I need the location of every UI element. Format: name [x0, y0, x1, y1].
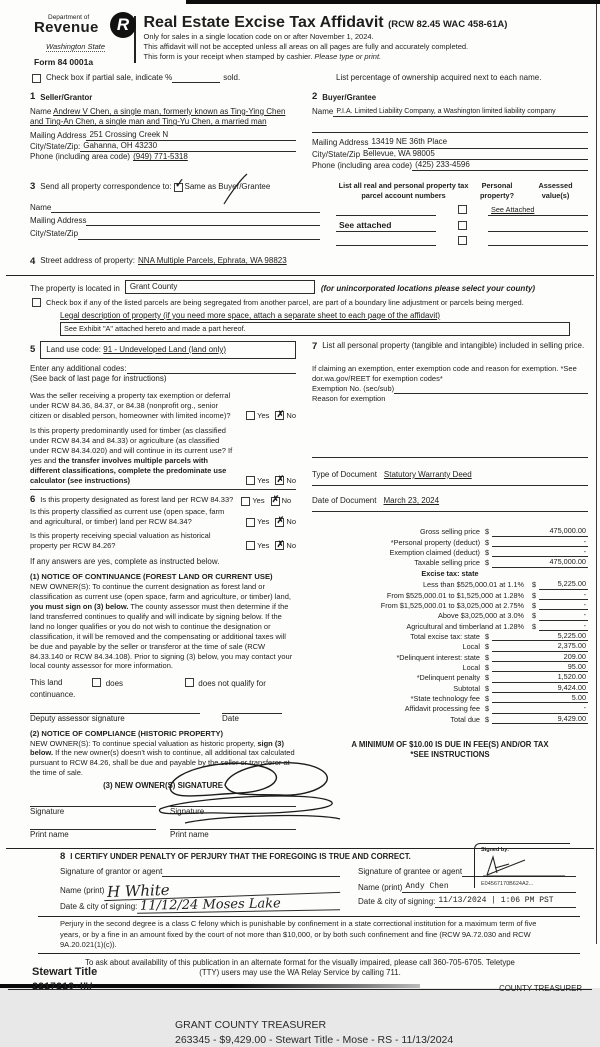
header-note-3 — [144, 52, 508, 62]
exemption-instruction: If claiming an exemption, enter exemption code and reason for exemption. *See dor.wa.gov/REET for exemption codes* — [312, 364, 577, 383]
x-mark-icon: ✗ — [276, 473, 285, 484]
notice-2-text-a: NEW OWNER(S): To continue special valuation as historic property, — [30, 738, 258, 748]
buyer-csz-label: City/State/Zip — [312, 149, 361, 159]
yes-label: Yes — [257, 410, 270, 420]
street-address-value[interactable]: NNA Multiple Parcels, Ephrata, WA 98823 — [138, 256, 287, 266]
excise-row: *Delinquent interest: state $ 209.00 — [396, 651, 586, 662]
excise-row: Exemption claimed (deduct) $ - — [389, 547, 586, 558]
grantor-signature-field[interactable] — [162, 867, 340, 877]
county-select[interactable]: Grant County — [125, 280, 315, 294]
correspondence-block — [30, 176, 320, 246]
document-type-value[interactable]: Statutory Warranty Deed — [383, 469, 472, 479]
personal-property-header: Personal property? — [479, 181, 515, 200]
parcel-table — [336, 181, 588, 246]
document-date-label: Date of Document — [312, 496, 377, 506]
tier1-tax-value[interactable]: 5,225.00 — [539, 579, 588, 589]
print-name-label-2: Print name — [170, 829, 209, 839]
local-tax-value[interactable]: 2,375.00 — [492, 641, 588, 651]
grantor-signature-label: Signature of grantor or agent — [60, 866, 163, 876]
alt-format-line-2: (TTY) users may use the WA Relay Service by calling 711. — [199, 968, 401, 978]
total-due-value[interactable]: 9,429.00 — [492, 714, 588, 724]
timber-yes-checkbox[interactable] — [246, 476, 255, 485]
subtotal-value[interactable]: 9,424.00 — [492, 683, 588, 693]
buyer-address-value[interactable]: 13419 NE 36th Place — [368, 137, 588, 148]
unincorporated-note: (for unincorporated locations please select your county) — [320, 283, 536, 293]
forest-yes-checkbox[interactable] — [241, 497, 250, 506]
seller-csz-label: City/State/Zip: — [30, 141, 81, 151]
property-located-row — [0, 280, 600, 294]
seller-phone-label: Phone (including area code) — [30, 152, 131, 162]
street-address-label: Street address of property: — [40, 256, 136, 266]
stewart-title-stamp: Stewart Title — [32, 965, 98, 978]
exempt-no-checkbox[interactable] — [275, 408, 285, 420]
delinquent-interest-state-value[interactable]: 209.00 — [492, 652, 588, 662]
additional-codes-label: Enter any additional codes: — [30, 364, 127, 374]
see-instructions-note: *SEE INSTRUCTIONS — [410, 750, 490, 760]
section-4-number: 4 — [30, 256, 36, 268]
treasurer-stamp-line-2: 263345 - $9,429.00 - Stewart Title - Mose - RS - 11/13/2024 — [175, 1033, 454, 1046]
grantee-name-label: Name (print) — [358, 882, 403, 892]
deputy-assessor-label: Deputy assessor signature — [30, 714, 125, 724]
section-2-number: 2 — [312, 91, 318, 103]
document-type-row — [312, 470, 588, 480]
exemption-question — [30, 391, 296, 421]
segregated-row — [0, 298, 600, 308]
excise-row: Local $ 2,375.00 — [462, 641, 586, 652]
personal-property-checkbox-3[interactable] — [458, 236, 467, 245]
exempt-yes-checkbox[interactable] — [246, 411, 255, 420]
seller-name-value[interactable]: Andrew V Chen, a single man, formerly known as Ting-Ying Chen and Ting-An Chen, a single man and Ting-Yu Chen, a married man — [30, 106, 286, 127]
buyer-name-label: Name — [312, 106, 334, 116]
correspondence-csz-field[interactable] — [78, 230, 320, 240]
header-note-3-italic: Please type or print. — [314, 52, 382, 62]
state-technology-fee-value[interactable]: 5.00 — [492, 693, 588, 703]
excise-row: From $1,525,000.01 to $3,025,000 at 2.75% $ - — [380, 600, 586, 611]
timber-question-bold: the transfer involves multiple parcels with different classifications, complete the predominate use calculator (see instructions) — [30, 456, 227, 485]
notice-1-text-b: The county assessor must then determine if the land transferred continues to qualify and will indicate by signing below. If the land no longer qualifies or you do not wish to continue the designation or classification, it will be removed and the compensating or additional taxes will be due and payable by the seller or transferor at the time of sale (RCW 84.33.140 or RCW 84.34.108). Prior to signing (3) below, you may contact your local county assessor for more information. — [30, 602, 293, 671]
forest-no-checkbox[interactable] — [271, 494, 280, 506]
currentuse-no-checkbox[interactable] — [275, 515, 285, 527]
personal-property-instruction: List all personal property (tangible and intangible) included in selling price. — [322, 340, 585, 350]
excise-row: Above $3,025,000 at 3.0% $ - — [437, 610, 586, 621]
if-yes-note: If any answers are yes, complete as instructed below. — [30, 556, 220, 566]
seller-csz-value[interactable]: Gahanna, OH 43230 — [80, 141, 296, 152]
dept-of-label: Department of — [48, 14, 90, 21]
affidavit-processing-fee-value[interactable]: - — [492, 703, 588, 713]
parcel-numbers-header: List all real and personal property tax parcel account numbers — [338, 181, 469, 200]
assessed-value-3[interactable] — [488, 236, 588, 246]
correspondence-address-field[interactable] — [86, 216, 320, 226]
notice-2-bold: sign (3) below. — [30, 738, 284, 758]
handwritten-check-icon: ✓ — [172, 176, 184, 191]
excise-row: Affidavit processing fee $ - — [404, 703, 586, 714]
partial-sale-sold-label: sold. — [223, 73, 241, 82]
no-label: No — [286, 410, 296, 420]
tier4-tax-value[interactable]: - — [539, 610, 588, 620]
county-treasurer-label: COUNTY TREASURER — [499, 983, 582, 993]
tier3-tax-value[interactable]: - — [539, 600, 588, 610]
form-title — [144, 14, 508, 32]
buyer-grantee-heading: Buyer/Grantee — [322, 92, 377, 102]
header-note-1: Only for sales in a single location code on or after November 1, 2024. — [143, 32, 374, 41]
excise-row: *Personal property (deduct) $ - — [390, 536, 586, 547]
land-use-code-value: 91 - Undeveloped Land (land only) — [103, 344, 226, 354]
delinquent-interest-local-value[interactable]: 95.00 — [492, 662, 588, 672]
yes-label: Yes — [257, 541, 270, 551]
street-address-section — [0, 256, 600, 268]
no-label: No — [281, 496, 292, 506]
no-label: No — [286, 541, 296, 551]
signature-label-1: Signature — [30, 807, 65, 817]
does-not-label: does not qualify for — [198, 679, 266, 689]
form-header — [0, 0, 600, 69]
correspondence-label: Send all property correspondence to: — [40, 182, 172, 192]
dor-logo — [34, 14, 130, 67]
partial-sale-percent-field[interactable] — [172, 82, 220, 83]
perjury-text: Perjury in the second degree is a class C felony which is punishable by confinement in a state correctional institution for a maximum term of five years, or by a fine in an amount fixed by the court of not more than $10,000, or by both such confinement and fine (RCW 9A.72.030 and RCW 9A.20.021(1)(c)). — [60, 919, 537, 950]
seller-name-label: Name — [30, 106, 52, 116]
parcel-number-field-2[interactable]: See attached — [336, 220, 436, 232]
timber-no-checkbox[interactable] — [275, 473, 285, 485]
buyer-address-label: Mailing Address — [312, 138, 369, 148]
excise-row: Less than $525,000.01 at 1.1% $ 5,225.00 — [422, 579, 586, 590]
delinquent-penalty-value[interactable]: 1,520.00 — [492, 672, 588, 682]
grantee-signature-icon — [481, 854, 567, 878]
section-divider-line — [6, 275, 594, 276]
segregated-checkbox[interactable] — [32, 298, 41, 307]
grantee-signature-label: Signature of grantee or agent — [358, 866, 463, 876]
document-type-overflow-line — [312, 484, 588, 486]
grantee-date-value[interactable]: 11/13/2024 | 1:06 PM PST — [435, 896, 576, 907]
seller-grantor-heading: Seller/Grantor — [40, 92, 93, 102]
legal-description-block — [0, 311, 600, 336]
middle-right-column — [312, 364, 588, 840]
personal-property-deduct-value[interactable]: - — [492, 537, 588, 547]
parcel-number-field-1[interactable] — [336, 206, 436, 216]
exemption-claimed-value[interactable]: - — [492, 547, 588, 557]
partial-sale-checkbox[interactable] — [32, 74, 41, 83]
new-owner-signature-title: (3) NEW OWNER(S) SIGNATURE — [103, 781, 223, 791]
historic-question: Is this property receiving special valuation as historical property per RCW 84.26? — [30, 531, 211, 551]
middle-left-column — [30, 364, 296, 840]
timber-question-text: Is this property predominantly used for timber (as classified under RCW 84.34 and 84.33) or agriculture (as classified under RCW 84.34.020) and will continue in its current use? If yes and — [30, 426, 233, 466]
treasurer-stamp — [175, 1018, 600, 1046]
forest-land-question: Is this property designated as forest land per RCW 84.33? — [40, 494, 234, 504]
current-use-question: Is this property classified as current use (open space, farm and agricultural, or timber) land per RCW 84.34? — [30, 507, 225, 527]
personal-property-checkbox-1[interactable] — [458, 205, 467, 214]
x-mark-icon: ✗ — [276, 538, 285, 549]
excise-row: From $525,000.01 to $1,525,000 at 1.28% $ - — [386, 589, 586, 600]
same-as-buyer-label: Same as Buyer/Grantee — [184, 182, 271, 192]
excise-tax-table — [312, 526, 588, 724]
ownership-percentage-note: List percentage of ownership acquired next to each name. — [336, 73, 542, 82]
notice-2-title: (2) NOTICE OF COMPLIANCE (HISTORIC PROPERTY) — [30, 728, 224, 738]
docusign-id: E04567170B624A2... — [481, 881, 534, 888]
exemption-reason-label: Reason for exemption — [312, 393, 386, 403]
parcel-number-field-3[interactable] — [336, 236, 436, 246]
signed-by-label: Signed by: — [481, 846, 510, 853]
file-number-stamp: 2217216-HW — [32, 981, 93, 993]
owner-signature-row — [30, 805, 296, 817]
landuse-personalprop-row — [0, 341, 600, 359]
deputy-date-label: Date — [222, 714, 239, 724]
legal-description-value[interactable]: See Exhibit "A" attached hereto and made a part hereof. — [60, 322, 570, 335]
parcel-row-2 — [336, 220, 588, 232]
seller-address-value[interactable]: 251 Crossing Creek N — [86, 130, 296, 141]
signature-label-2: Signature — [170, 807, 205, 817]
notice-1-text-a: NEW OWNER(S): To continue the current designation as forest land or classification as current use (open space, farm and agriculture, or timber) land, — [30, 582, 291, 602]
seller-address-label: Mailing Address — [30, 130, 87, 140]
notice-1-bold: you must sign on (3) below. — [30, 602, 129, 612]
parcel-row-3 — [336, 236, 588, 246]
exemption-reason-field[interactable] — [312, 456, 588, 458]
notice-1-title: (1) NOTICE OF CONTINUANCE (FOREST LAND OR CURRENT USE) — [30, 572, 273, 582]
middle-band — [0, 364, 600, 840]
section-6-number: 6 — [30, 493, 36, 505]
alt-format-line-1: To ask about availability of this publication in an alternate format for the visually impaired, please call 360-705-6705. Teletype — [85, 957, 515, 967]
minimum-fee-note: A MINIMUM OF $10.00 IS DUE IN FEE(S) AND/OR TAX — [351, 740, 549, 750]
additional-codes-field[interactable] — [127, 364, 296, 374]
does-not-checkbox[interactable] — [185, 678, 194, 687]
section-3-number: 3 — [30, 181, 36, 193]
x-mark-icon: ✗ — [276, 408, 285, 419]
x-mark-icon: ✗ — [276, 515, 285, 526]
excise-row: *Delinquent penalty $ 1,520.00 — [416, 672, 586, 683]
certify-section — [0, 846, 600, 915]
located-in-label: The property is located in — [30, 283, 120, 293]
revenue-label: Revenue — [34, 19, 99, 36]
parties-section — [0, 91, 600, 171]
deputy-assessor-row — [30, 712, 296, 724]
legal-description-label: Legal description of property (if you need more space, attach a separate sheet to each page of the affidavit) — [60, 310, 441, 320]
correspondence-name-label: Name — [30, 202, 52, 212]
buyer-phone-value[interactable]: (425) 233-4596 — [412, 160, 588, 171]
scan-artifact-top-bar — [186, 0, 600, 4]
partial-sale-row — [0, 73, 600, 83]
grantee-name-value[interactable]: Andy Chen — [402, 882, 576, 893]
seller-phone-value[interactable]: (949) 771-5318 — [133, 152, 188, 162]
grantor-date-value[interactable]: 11/12/24 Moses Lake — [137, 898, 340, 914]
taxable-selling-price-value[interactable]: 475,000.00 — [492, 557, 588, 567]
print-name-label-1: Print name — [30, 829, 69, 839]
land-use-code-box[interactable] — [40, 341, 296, 359]
grantor-name-label: Name (print) — [60, 886, 105, 895]
exemption-question-text: Was the seller receiving a property tax exemption or deferral under RCW 84.36, 84.37, or 84.38 (nonprofit org., senior citizen or disabled person, homeowner with limited income)? — [30, 390, 231, 420]
section-6-block — [30, 494, 296, 551]
excise-tax-state-subheader: Excise tax: state — [421, 568, 479, 578]
form-title-rcw: (RCW 82.45 WAC 458-61A) — [388, 19, 508, 30]
x-mark-icon: ✗ — [271, 494, 280, 505]
yes-label: Yes — [257, 517, 270, 527]
grantor-signature-block — [60, 867, 340, 913]
correspondence-csz-label: City/State/Zip — [30, 229, 79, 239]
segregated-label: Check box if any of the listed parcels are being segregated from another parcel, are part of a boundary line adjustment or parcels being merged. — [46, 298, 524, 308]
correspondence-name-field[interactable] — [51, 203, 320, 213]
total-excise-state-value[interactable]: 5,225.00 — [492, 631, 588, 641]
no-label: No — [286, 517, 296, 527]
certify-statement: I CERTIFY UNDER PENALTY OF PERJURY THAT THE FOREGOING IS TRUE AND CORRECT. — [70, 852, 411, 862]
correspondence-parcel-section — [0, 176, 600, 246]
grantor-date-label: Date & city of signing: — [60, 901, 138, 911]
buyer-phone-label: Phone (including area code) — [312, 160, 413, 170]
exemption-claim-block — [312, 364, 588, 404]
personal-property-checkbox-2[interactable] — [458, 221, 467, 230]
codes-instruction-note: (See back of last page for instructions) — [30, 374, 167, 384]
document-date-row — [312, 496, 588, 506]
partial-sale-label: Check box if partial sale, indicate % — [46, 73, 173, 82]
footer-block — [8, 958, 592, 991]
land-qualify-row — [30, 678, 296, 689]
correspondence-address-label: Mailing Address — [30, 216, 87, 226]
document-date-value[interactable]: March 23, 2024 — [383, 496, 440, 506]
docusign-signature — [474, 843, 570, 889]
section-5-number: 5 — [30, 344, 36, 356]
buyer-name-value[interactable]: P.I.A. Limited Liability Company, a Washington limited liability company — [333, 107, 588, 117]
treasurer-stamp-line-1: GRANT COUNTY TREASURER — [175, 1019, 327, 1032]
owner-printname-row — [30, 828, 296, 840]
scan-artifact-right-edge — [596, 4, 598, 944]
excise-row: Subtotal $ 9,424.00 — [453, 682, 586, 693]
notice-2-text-b: If the new owner(s) doesn't wish to continue, all additional tax calculated pursuant to RCW 84.26, shall be due and payable by the seller or transferor at the time of sale. — [30, 748, 295, 778]
excise-row: Total due $ 9,429.00 — [450, 713, 586, 724]
dor-logo-icon: R — [110, 12, 136, 38]
seller-grantor-block — [30, 91, 296, 171]
section-8-number: 8 — [60, 851, 66, 863]
form-title-text: Real Estate Excise Tax Affidavit — [143, 14, 384, 31]
exemption-no-label: Exemption No. (sec/sub) — [312, 383, 395, 393]
excise-row: Local $ 95.00 — [462, 662, 586, 673]
grantee-date-label: Date & city of signing: — [358, 897, 436, 907]
timber-question — [30, 426, 296, 489]
header-note-3-text: This form is your receipt when stamped by cashier. — [143, 52, 315, 62]
grantor-name-value[interactable]: H White — [104, 878, 340, 901]
document-type-label: Type of Document — [312, 469, 377, 479]
yes-label: Yes — [257, 475, 270, 485]
section-7-number: 7 — [312, 340, 318, 352]
header-note-2: This affidavit will not be accepted unless all areas on all pages are fully and accurately completed. — [143, 42, 469, 52]
same-as-buyer-checkbox[interactable] — [172, 176, 184, 192]
assessed-value-1[interactable]: See Attached — [488, 205, 588, 215]
assessed-value-2[interactable] — [488, 222, 588, 232]
assessed-values-header: Assessed value(s) — [538, 181, 573, 200]
header-notes — [144, 32, 508, 62]
excise-row: Agricultural and timberland at 1.28% $ - — [406, 620, 586, 631]
agricultural-tax-value[interactable]: - — [539, 621, 588, 631]
buyer-name-overflow-line[interactable] — [312, 123, 588, 133]
does-checkbox[interactable] — [92, 678, 101, 687]
historic-no-checkbox[interactable] — [275, 538, 285, 550]
section-1-number: 1 — [30, 91, 36, 103]
excise-row: Total excise tax: state $ 5,225.00 — [410, 631, 586, 642]
notice-compliance-block — [30, 729, 296, 792]
excise-row: Taxable selling price $ 475,000.00 — [414, 557, 586, 568]
exemption-no-field[interactable] — [394, 384, 588, 394]
washington-state-label: Washington State — [46, 42, 106, 51]
document-date-overflow-line — [312, 510, 588, 512]
currentuse-yes-checkbox[interactable] — [246, 518, 255, 527]
continuance-label: continuance. — [30, 689, 76, 699]
does-label: does — [105, 679, 124, 689]
land-use-code-label: Land use code: — [46, 344, 102, 354]
this-land-label: This land — [30, 678, 63, 688]
no-label: No — [286, 475, 296, 485]
yes-label: Yes — [252, 496, 265, 506]
excise-row: Gross selling price $ 475,000.00 — [419, 526, 586, 537]
tier2-tax-value[interactable]: - — [539, 590, 588, 600]
form-number: Form 84 0001a — [34, 57, 94, 67]
grantee-signature-block — [358, 846, 576, 913]
parcel-row-1 — [336, 205, 588, 215]
buyer-grantee-block — [312, 91, 588, 171]
notice-continuance-block — [30, 572, 296, 671]
excise-row: *State technology fee $ 5.00 — [410, 693, 586, 704]
perjury-block — [0, 916, 600, 954]
gross-selling-price-value[interactable]: 475,000.00 — [492, 526, 588, 536]
historic-yes-checkbox[interactable] — [246, 541, 255, 550]
buyer-csz-value[interactable]: Bellevue, WA 98005 — [360, 149, 588, 160]
